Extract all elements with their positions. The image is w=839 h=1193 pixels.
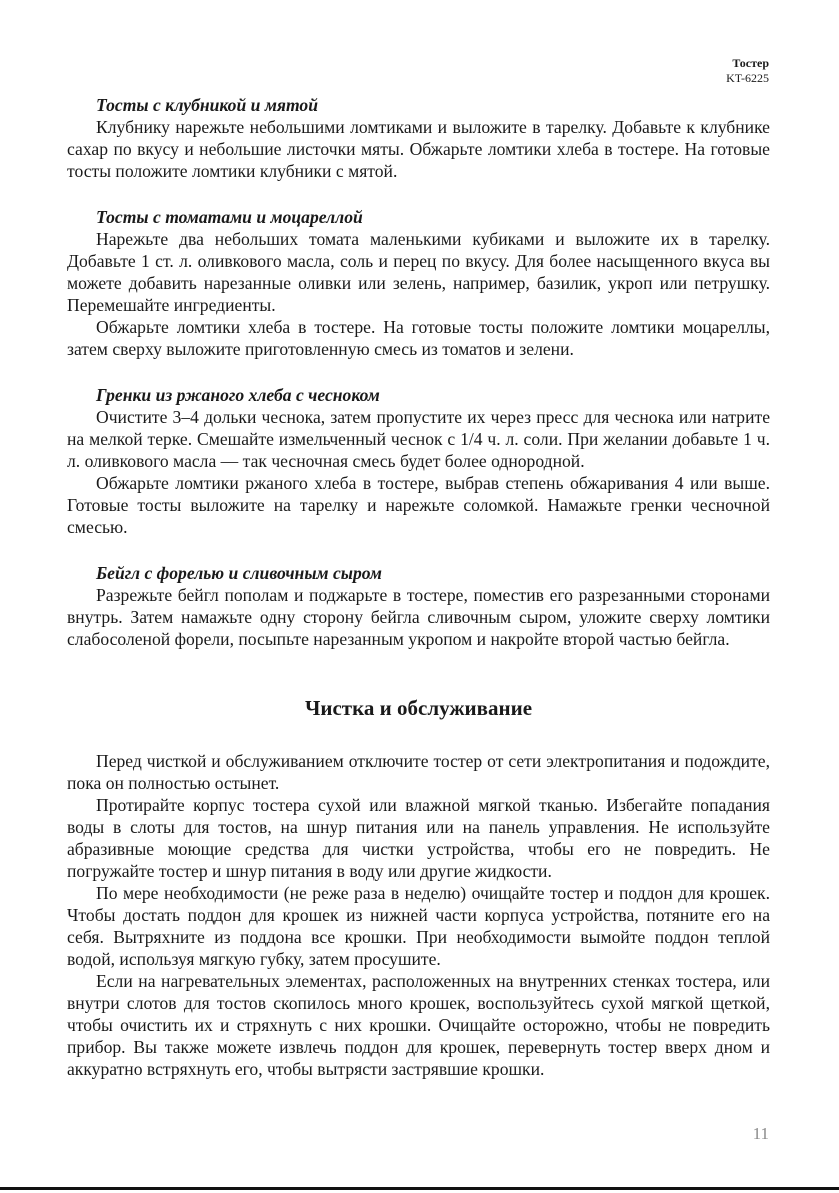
recipe-paragraph: Очистите 3–4 дольки чеснока, затем пропустите их через пресс для чеснока или натрите на мелкой терке. Смешайте измельченный чеснок с 1/4 ч. л. соли. При желании добавьте 1 ч. л. оливкового масла — так чесночная смесь будет более однородной. xyxy=(67,407,770,471)
recipe-strawberry-toast xyxy=(67,94,770,182)
cleaning-paragraph: По мере необходимости (не реже раза в неделю) очищайте тостер и поддон для крошек. Чтобы достать поддон для крошек из нижней части корпуса устройства, потяните его на себя. Вытряхните из поддона все крошки. При необходимости вымойте поддон теплой водой, используя мягкую губку, затем просушите. xyxy=(67,883,770,969)
recipe-paragraph: Разрежьте бейгл пополам и поджарьте в тостере, поместив его разрезанными сторонами внутрь. Затем намажьте одну сторону бейгла сливочным сыром, уложите сверху ломтики слабосоленой форели, посыпьте нарезанным укропом и накройте второй частью бейгла. xyxy=(67,585,770,649)
recipe-paragraph: Нарежьте два небольших томата маленькими кубиками и выложите их в тарелку. Добавьте 1 ст. л. оливкового масла, соль и перец по вкусу. Для более насыщенного вкуса вы можете добавить нарезанные оливки или зелень, например, базилик, укроп или петрушку. Перемешайте ингредиенты. xyxy=(67,229,770,315)
recipe-rye-garlic-croutons xyxy=(67,384,770,538)
cleaning-section xyxy=(67,750,770,1080)
bottom-divider xyxy=(0,1187,839,1190)
page-number: 11 xyxy=(752,1124,769,1143)
recipe-paragraph: Клубнику нарежьте небольшими ломтиками и выложите в тарелку. Добавьте к клубнике сахар по вкусу и небольшие листочки мяты. Обжарьте ломтики хлеба в тостере. На готовые тосты положите ломтики клубники с мятой. xyxy=(67,117,770,181)
product-name: Тостер xyxy=(732,56,769,70)
recipe-paragraph: Обжарьте ломтики хлеба в тостере. На готовые тосты положите ломтики моцареллы, затем сверху выложите приготовленную смесь из томатов и зелени. xyxy=(67,317,770,359)
recipe-bagel-trout xyxy=(67,562,770,650)
recipe-title: Тосты с клубникой и мятой xyxy=(96,95,318,115)
page-content xyxy=(67,94,770,1080)
page-header xyxy=(726,56,769,86)
cleaning-paragraph: Протирайте корпус тостера сухой или влажной мягкой тканью. Избегайте попадания воды в слоты для тостов, на шнур питания или на панель управления. Не используйте абразивные моющие средства для чистки устройства, чтобы его не повредить. Не погружайте тостер и шнур питания в воду или другие жидкости. xyxy=(67,795,770,881)
cleaning-paragraph: Если на нагревательных элементах, расположенных на внутренних стенках тостера, или внутри слотов для тостов скопилось много крошек, воспользуйтесь сухой мягкой щеткой, чтобы очистить их и стряхнуть с них крошки. Очищайте осторожно, чтобы не повредить прибор. Вы также можете извлечь поддон для крошек, перевернуть тостер вверх дном и аккуратно встряхнуть его, чтобы вытрясти застрявшие крошки. xyxy=(67,971,770,1079)
recipe-paragraph: Обжарьте ломтики ржаного хлеба в тостере, выбрав степень обжаривания 4 или выше. Готовые тосты выложите на тарелку и нарежьте соломкой. Намажьте гренки чесночной смесью. xyxy=(67,473,770,537)
product-model-code: KT-6225 xyxy=(726,71,769,85)
recipe-title: Тосты с томатами и моцареллой xyxy=(96,207,363,227)
cleaning-paragraph: Перед чисткой и обслуживанием отключите тостер от сети электропитания и подождите, пока он полностью остынет. xyxy=(67,751,770,793)
recipe-tomato-mozzarella-toast xyxy=(67,206,770,360)
recipe-title: Бейгл с форелью и сливочным сыром xyxy=(96,563,382,583)
section-title-cleaning: Чистка и обслуживание xyxy=(304,696,533,720)
recipe-title: Гренки из ржаного хлеба с чесноком xyxy=(96,385,380,405)
